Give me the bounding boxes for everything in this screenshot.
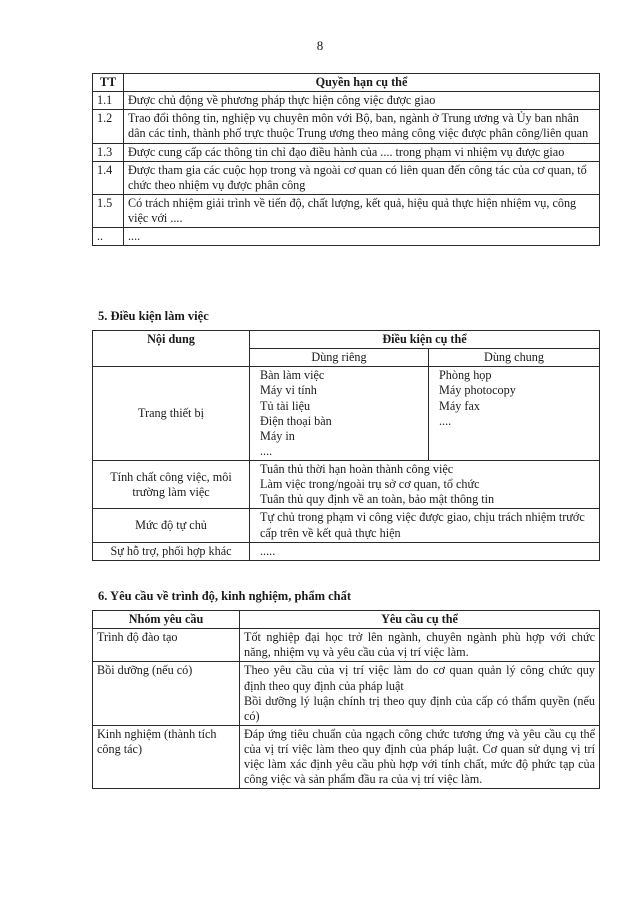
- list-item: Theo yêu cầu của vị trí việc làm do cơ quan quản lý công chức quy định theo quy định của pháp luật: [244, 663, 595, 693]
- list-item: ....: [260, 443, 273, 458]
- row-group: Trình độ đào tạo: [93, 629, 240, 662]
- table-row: [93, 161, 600, 194]
- row-group: Kinh nghiệm (thành tích công tác): [93, 725, 240, 789]
- list-item: Tủ tài liệu: [260, 398, 311, 413]
- list-item: Máy in: [260, 428, 295, 443]
- list-item: Đáp ứng tiêu chuẩn của ngạch công chức tương ứng và yêu cầu cụ thể của vị trí việc làm theo quy định của pháp luật. Cơ quan sử dụng vị trí việc làm xác định yêu cầu phù hợp với tính chất, mức độ phức tạp của công việc và sản phẩm đầu ra của vị trí việc làm.: [244, 726, 595, 787]
- row-items: [240, 629, 600, 662]
- section-heading-requirements: 6. Yêu cầu về trình độ, kinh nghiệm, phẩm chất: [98, 589, 352, 603]
- row-number: 1.5: [93, 194, 124, 227]
- table-row: [93, 725, 600, 789]
- list-item: Tự chủ trong phạm vi công việc được giao, chịu trách nhiệm trước cấp trên về kết quả thực hiện: [260, 510, 585, 540]
- working-conditions-table: [92, 330, 600, 561]
- table-row: [93, 461, 600, 509]
- table-row: [93, 194, 600, 227]
- row-items: [250, 509, 600, 542]
- table-row: [93, 110, 600, 143]
- list-item: Máy fax: [439, 398, 480, 413]
- table-row: [93, 629, 600, 662]
- table-row: [93, 367, 600, 461]
- row-items: [240, 725, 600, 789]
- row-text: ....: [124, 228, 600, 246]
- row-text: Được cung cấp các thông tin chỉ đạo điều hành của .... trong phạm vi nhiệm vụ được giao: [124, 143, 600, 161]
- table-row: [93, 509, 600, 542]
- table-header-row: [93, 611, 600, 629]
- row-label: Mức độ tự chủ: [93, 509, 250, 542]
- column-header-shared: Dùng chung: [429, 349, 600, 367]
- list-item: Điện thoại bàn: [260, 413, 332, 428]
- row-number: 1.1: [93, 92, 124, 110]
- column-header-content: Nội dung: [93, 331, 250, 367]
- list-item: Tuân thủ quy định về an toàn, bảo mật thông tin: [260, 492, 495, 507]
- page-number: 8: [316, 38, 324, 53]
- rights-table: [92, 73, 600, 246]
- table-row: [93, 92, 600, 110]
- column-header-tt: TT: [93, 74, 124, 92]
- column-header-group: Nhóm yêu cầu: [93, 611, 240, 629]
- table-row: [93, 143, 600, 161]
- column-header-requirements: Yêu cầu cụ thể: [240, 611, 600, 629]
- row-label: Trang thiết bị: [93, 367, 250, 461]
- shared-equipment-list: [429, 367, 600, 461]
- row-number: 1.2: [93, 110, 124, 143]
- row-items: [250, 461, 600, 509]
- row-items: [240, 662, 600, 726]
- list-item: .....: [260, 543, 276, 558]
- row-label: Sự hỗ trợ, phối hợp khác: [93, 542, 250, 560]
- column-header-rights: Quyền hạn cụ thể: [124, 74, 600, 92]
- table-row: [93, 542, 600, 560]
- private-equipment-list: [250, 367, 429, 461]
- row-number: 1.4: [93, 161, 124, 194]
- row-text: Được chủ động về phương pháp thực hiện công việc được giao: [124, 92, 600, 110]
- column-header-private: Dùng riêng: [250, 349, 429, 367]
- table-row: [93, 662, 600, 726]
- row-text: Trao đổi thông tin, nghiệp vụ chuyên môn với Bộ, ban, ngành ở Trung ương và Ủy ban nhân dân các tỉnh, thành phố trực thuộc Trung ương theo mảng công việc được phân công/liên quan: [124, 110, 600, 143]
- table-header-row: [93, 331, 600, 349]
- table-header-row: [93, 74, 600, 92]
- list-item: Bàn làm việc: [260, 368, 325, 383]
- row-group: Bồi dưỡng (nếu có): [93, 662, 240, 726]
- list-item: Máy photocopy: [439, 383, 516, 398]
- list-item: Bồi dưỡng lý luận chính trị theo quy định của cấp có thẩm quyền (nếu có): [244, 693, 595, 723]
- row-text: Có trách nhiệm giải trình về tiến độ, chất lượng, kết quả, hiệu quả thực hiện nhiệm vụ, công việc với ....: [124, 194, 600, 227]
- list-item: Tốt nghiệp đại học trở lên ngành, chuyên ngành phù hợp với chức năng, nhiệm vụ và yêu cầu của vị trí việc làm.: [244, 630, 595, 660]
- list-item: Tuân thủ thời hạn hoàn thành công việc: [260, 462, 454, 476]
- row-items: [250, 542, 600, 560]
- list-item: ....: [439, 413, 452, 428]
- row-label: Tính chất công việc, môi trường làm việc: [93, 461, 250, 509]
- section-heading-working-conditions: 5. Điều kiện làm việc: [98, 309, 209, 323]
- column-header-conditions: Điều kiện cụ thể: [250, 331, 600, 349]
- table-row: [93, 228, 600, 246]
- requirements-table: [92, 610, 600, 789]
- row-number: ..: [93, 228, 124, 246]
- row-number: 1.3: [93, 143, 124, 161]
- list-item: Máy vi tính: [260, 383, 317, 398]
- list-item: Làm việc trong/ngoài trụ sở cơ quan, tổ chức: [260, 477, 480, 492]
- row-text: Được tham gia các cuộc họp trong và ngoài cơ quan có liên quan đến công tác của cơ quan, tổ chức theo nhiệm vụ được phân công: [124, 161, 600, 194]
- list-item: Phòng họp: [439, 368, 492, 383]
